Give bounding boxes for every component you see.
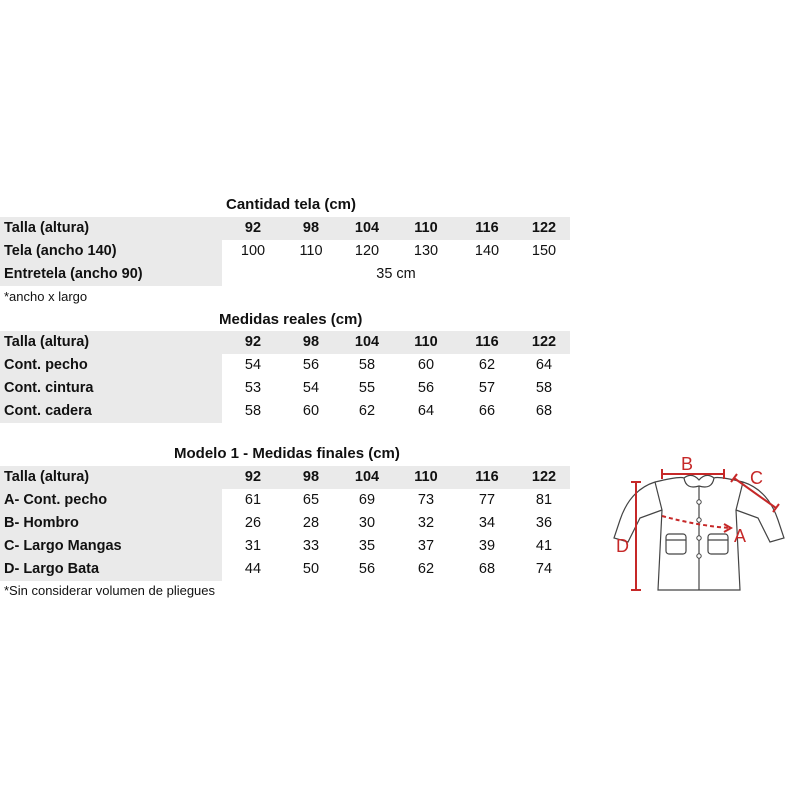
cell: 36 xyxy=(535,515,553,531)
finales-size: 104 xyxy=(338,466,396,489)
row-label: Tela (ancho 140) xyxy=(0,240,222,263)
row-label: Cont. cadera xyxy=(0,400,222,423)
cell: 62 xyxy=(358,403,376,419)
cell: 64 xyxy=(535,357,553,373)
reales-size: 122 xyxy=(518,331,570,354)
cell: 61 xyxy=(244,492,262,508)
row-label: A- Cont. pecho xyxy=(0,489,222,512)
cell: 64 xyxy=(417,403,435,419)
cantidad-note: *ancho x largo xyxy=(4,289,88,304)
finales-header-label: Talla (altura) xyxy=(0,466,222,489)
cell: 30 xyxy=(358,515,376,531)
cell: 58 xyxy=(535,380,553,396)
cantidad-size: 116 xyxy=(456,217,518,240)
finales-title: Modelo 1 - Medidas finales (cm) xyxy=(174,445,400,462)
cantidad-size: 110 xyxy=(396,217,456,240)
label-c: C xyxy=(750,468,763,488)
cell: 32 xyxy=(417,515,435,531)
cell: 41 xyxy=(535,538,553,554)
finales-size: 110 xyxy=(396,466,456,489)
cell: 39 xyxy=(478,538,496,554)
cell: 44 xyxy=(244,561,262,577)
cell: 65 xyxy=(302,492,320,508)
cell: 35 xyxy=(358,538,376,554)
cantidad-size: 98 xyxy=(284,217,338,240)
cell: 31 xyxy=(244,538,262,554)
cell: 69 xyxy=(358,492,376,508)
reales-size: 116 xyxy=(456,331,518,354)
label-a: A xyxy=(734,526,747,546)
cantidad-title: Cantidad tela (cm) xyxy=(226,196,357,213)
cell: 56 xyxy=(302,357,320,373)
reales-size: 92 xyxy=(222,331,284,354)
finales-size: 122 xyxy=(518,466,570,489)
cell: 130 xyxy=(413,243,439,259)
cell: 62 xyxy=(478,357,496,373)
cell: 50 xyxy=(302,561,320,577)
finales-note: *Sin considerar volumen de pliegues xyxy=(4,583,216,598)
cantidad-header-label: Talla (altura) xyxy=(0,217,222,240)
finales-size: 116 xyxy=(456,466,518,489)
cell: 60 xyxy=(302,403,320,419)
cell: 74 xyxy=(535,561,553,577)
cell: 37 xyxy=(417,538,435,554)
finales-size: 92 xyxy=(222,466,284,489)
cell: 57 xyxy=(478,380,496,396)
cell: 81 xyxy=(535,492,553,508)
cell: 28 xyxy=(302,515,320,531)
finales-size: 98 xyxy=(284,466,338,489)
cell: 110 xyxy=(299,243,323,259)
reales-title: Medidas reales (cm) xyxy=(219,311,363,328)
cell: 54 xyxy=(244,357,262,373)
row-label: D- Largo Bata xyxy=(0,558,222,581)
cell: 53 xyxy=(244,380,262,396)
garment-outline xyxy=(614,475,784,590)
cell: 58 xyxy=(358,357,376,373)
row-label: Entretela (ancho 90) xyxy=(0,263,222,286)
row-label: C- Largo Mangas xyxy=(0,535,222,558)
cell: 54 xyxy=(302,380,320,396)
label-b: B xyxy=(681,454,694,474)
reales-table xyxy=(0,331,570,423)
cell: 62 xyxy=(417,561,435,577)
garment-illustration xyxy=(600,450,790,600)
cell: 58 xyxy=(244,403,262,419)
cell: 73 xyxy=(417,492,435,508)
reales-size: 98 xyxy=(284,331,338,354)
row-label: Cont. cintura xyxy=(0,377,222,400)
cell: 120 xyxy=(354,243,380,259)
label-d: D xyxy=(616,536,629,556)
finales-table xyxy=(0,466,570,581)
cell: 26 xyxy=(244,515,262,531)
cantidad-size: 104 xyxy=(338,217,396,240)
reales-size: 104 xyxy=(338,331,396,354)
row-label: B- Hombro xyxy=(0,512,222,535)
row-label: Cont. pecho xyxy=(0,354,222,377)
cell: 100 xyxy=(240,243,266,259)
cell: 56 xyxy=(417,380,435,396)
reales-header-label: Talla (altura) xyxy=(0,331,222,354)
cell: 150 xyxy=(531,243,557,259)
reales-size: 110 xyxy=(396,331,456,354)
cell: 68 xyxy=(478,561,496,577)
cell: 77 xyxy=(478,492,496,508)
cell: 66 xyxy=(478,403,496,419)
cell: 68 xyxy=(535,403,553,419)
cell: 140 xyxy=(474,243,500,259)
cell: 56 xyxy=(358,561,376,577)
cantidad-table xyxy=(0,217,570,286)
cell: 55 xyxy=(358,380,376,396)
cantidad-size: 92 xyxy=(222,217,284,240)
cell: 33 xyxy=(302,538,320,554)
cell: 34 xyxy=(478,515,496,531)
entretela-value: 35 cm xyxy=(376,266,416,282)
cantidad-size: 122 xyxy=(518,217,570,240)
cell: 60 xyxy=(417,357,435,373)
